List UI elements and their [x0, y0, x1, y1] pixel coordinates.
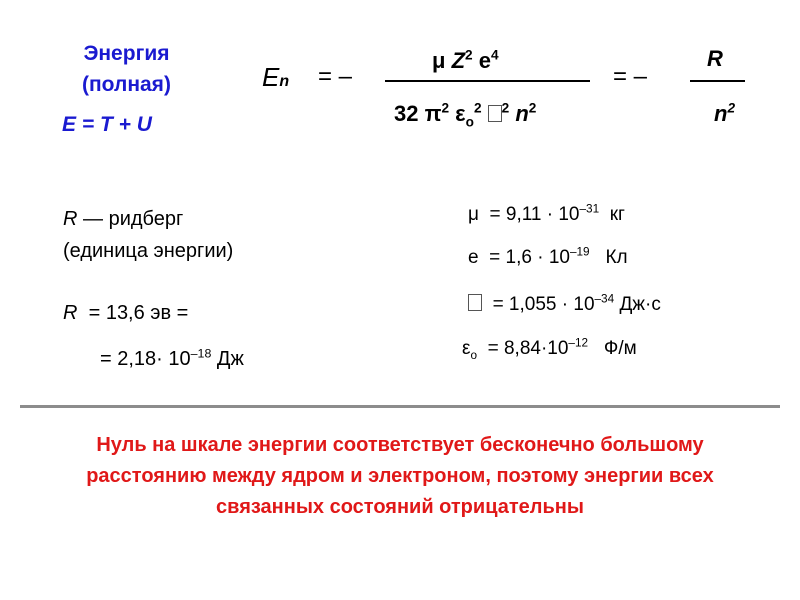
power-exponent: –19 — [569, 245, 590, 259]
fraction-bar-1 — [385, 80, 590, 82]
constant-hbar — [468, 294, 661, 316]
formula-equals-1: = – — [318, 63, 353, 90]
pi-power: 2 — [441, 100, 450, 116]
formula-lhs-subscript: n — [279, 73, 290, 90]
rhs-numerator: R — [707, 46, 723, 71]
rydberg-value-line2 — [100, 348, 244, 371]
rydberg-definition-text: — ридберг — [83, 208, 184, 230]
multiply-dot: · — [546, 204, 554, 225]
epsilon-power: 2 — [473, 100, 482, 116]
fraction-bar-2 — [690, 80, 745, 82]
constant-unit: Ф/м — [603, 338, 637, 359]
rydberg-definition-line2: (единица энергии) — [63, 240, 234, 262]
constant-e — [468, 247, 628, 269]
multiply-dot: · — [537, 247, 544, 268]
e-power: 4 — [491, 47, 499, 63]
z-symbol: Z — [451, 48, 466, 73]
constant-mu — [468, 204, 625, 226]
power-base: 10 — [558, 204, 580, 225]
missing-glyph-box-icon — [468, 294, 482, 311]
energy-title — [82, 38, 171, 100]
rydberg-symbol: R — [63, 208, 78, 230]
multiply-dot: · — [156, 348, 163, 370]
power-exponent: –12 — [568, 336, 589, 350]
rydberg-unit: Дж — [216, 348, 244, 370]
energy-equation: E = T + U — [62, 113, 152, 136]
constant-symbol: ε — [462, 338, 471, 359]
missing-glyph-box-icon — [488, 105, 502, 122]
formula-lhs — [262, 62, 289, 93]
constant-value: = 1,055 — [492, 294, 557, 315]
rhs-denominator — [714, 101, 735, 127]
power-base: 10 — [548, 247, 570, 268]
e-symbol: e — [478, 48, 491, 73]
mu-symbol: μ — [432, 48, 446, 73]
constant-value: = 8,84 — [487, 338, 541, 359]
formula-denominator — [394, 100, 537, 130]
power-exponent: –34 — [594, 292, 615, 306]
energy-title-line1: Энергия — [83, 42, 170, 65]
constant-value: = 1,6 — [489, 247, 532, 268]
power-exponent: –18 — [190, 346, 212, 361]
hbar-power: 2 — [501, 100, 510, 116]
n-symbol: n — [515, 101, 529, 126]
constant-unit: кг — [609, 204, 625, 225]
section-divider — [20, 405, 780, 408]
epsilon-symbol: ε — [455, 101, 466, 126]
formula-numerator — [432, 48, 499, 74]
constant-unit: Кл — [605, 247, 628, 268]
constant-symbol: e — [468, 247, 479, 268]
constant-symbol-subscript: o — [470, 348, 478, 362]
constant-symbol: μ — [468, 204, 479, 225]
constant-epsilon — [462, 338, 637, 360]
rydberg-value-mantissa: = 2,18 — [100, 348, 157, 370]
power-base: 10 — [573, 294, 595, 315]
constant-value: = 9,11 — [489, 204, 542, 225]
energy-zero-note: Нуль на шкале энергии соответствует бесконечно большому расстоянию между ядром и электроном, поэтому энергии всех связанных состояний отрицательны — [86, 434, 714, 518]
power-base: 10 — [547, 338, 569, 359]
power-exponent: –31 — [579, 202, 600, 216]
rydberg-definition-line1 — [63, 208, 183, 231]
rydberg-value-symbol: R — [63, 302, 78, 324]
z-power: 2 — [465, 47, 473, 63]
constant-unit: Дж·с — [619, 294, 661, 315]
pi-symbol: π — [424, 101, 442, 126]
rydberg-value-ev: = 13,6 эв = — [88, 302, 189, 324]
denominator-coefficient: 32 — [394, 101, 419, 126]
multiply-dot: · — [540, 338, 548, 359]
multiply-dot: · — [561, 294, 569, 315]
n-power: 2 — [528, 100, 537, 116]
rhs-n-power: 2 — [727, 100, 736, 116]
rhs-n-symbol: n — [714, 101, 728, 126]
energy-title-line2: (полная) — [82, 73, 171, 96]
formula-lhs-symbol: E — [262, 62, 280, 92]
epsilon-subscript: o — [465, 114, 474, 130]
power-base: 10 — [168, 348, 191, 370]
formula-equals-2: = – — [613, 63, 648, 90]
rydberg-value-line1 — [63, 302, 188, 325]
